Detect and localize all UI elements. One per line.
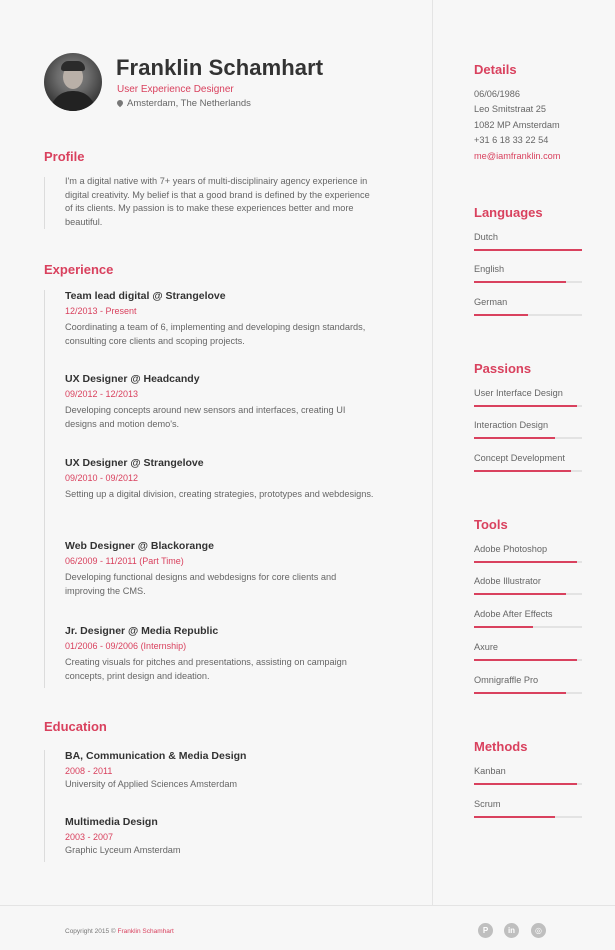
- experience-date: 12/2013 - Present: [65, 306, 137, 316]
- skill-label: Dutch: [474, 232, 499, 242]
- profile-heading: Profile: [44, 149, 85, 164]
- education-date: 2003 - 2007: [65, 832, 114, 842]
- skill-label: Concept Development: [474, 453, 565, 463]
- details-block: [474, 87, 560, 164]
- skill-bar-fill: [474, 405, 577, 407]
- birthdate: 06/06/1986: [474, 89, 520, 99]
- tool-skill: [474, 675, 582, 694]
- experience-role: UX Designer @ Strangelove: [65, 457, 204, 469]
- dribbble-icon[interactable]: ◎: [531, 923, 546, 938]
- experience-entry: [65, 373, 375, 431]
- skill-label: English: [474, 264, 505, 274]
- experience-desc: Developing functional designs and webdesigns for core clients and improving the CMS.: [65, 572, 337, 596]
- tools-heading: Tools: [474, 517, 508, 532]
- language-skill: [474, 232, 582, 251]
- education-school: Graphic Lyceum Amsterdam: [65, 845, 181, 855]
- tool-skill: [474, 609, 582, 628]
- experience-date: 09/2010 - 09/2012: [65, 473, 139, 483]
- tool-skill: [474, 544, 582, 563]
- skill-label: Scrum: [474, 799, 501, 809]
- skill-label: Interaction Design: [474, 420, 549, 430]
- footer-divider: [0, 905, 615, 906]
- skill-bar: [474, 470, 582, 472]
- experience-date: 06/2009 - 11/2011 (Part Time): [65, 556, 184, 566]
- skill-label: Adobe After Effects: [474, 609, 553, 619]
- phone-number: +31 6 18 33 22 54: [474, 135, 549, 146]
- experience-entry: [65, 625, 375, 683]
- skill-bar: [474, 626, 582, 628]
- skill-label: Axure: [474, 642, 499, 652]
- passion-skill: [474, 453, 582, 472]
- copyright: [65, 928, 174, 935]
- skill-bar: [474, 593, 582, 595]
- languages-heading: Languages: [474, 205, 543, 220]
- education-entry: [65, 816, 375, 855]
- passion-skill: [474, 420, 582, 439]
- language-skill: [474, 264, 582, 283]
- copyright-author-link[interactable]: Franklin Schamhart: [117, 928, 174, 935]
- map-pin-icon: [117, 100, 123, 108]
- education-date: 2008 - 2011: [65, 766, 113, 776]
- skill-bar: [474, 249, 582, 251]
- email-link[interactable]: me@iamfranklin.com: [474, 150, 561, 161]
- skill-bar-fill: [474, 314, 528, 316]
- skill-label: User Interface Design: [474, 388, 563, 398]
- skill-label: Omnigraffle Pro: [474, 675, 539, 685]
- skill-bar: [474, 314, 582, 316]
- location-text: Amsterdam, The Netherlands: [127, 98, 251, 109]
- details-heading: Details: [474, 62, 517, 77]
- experience-entry: [65, 540, 375, 598]
- skill-bar: [474, 692, 582, 694]
- profile-rail: [44, 177, 45, 229]
- experience-role: Jr. Designer @ Media Republic: [65, 625, 219, 637]
- education-degree: BA, Communication & Media Design: [65, 750, 247, 762]
- avatar-hair: [61, 61, 85, 71]
- skill-bar-fill: [474, 783, 577, 785]
- experience-desc: Setting up a digital division, creating strategies, prototypes and webdesigns.: [65, 489, 374, 499]
- skill-bar: [474, 816, 582, 818]
- skill-bar: [474, 561, 582, 563]
- avatar: [44, 53, 102, 111]
- avatar-shoulders: [50, 91, 96, 111]
- tool-skill: [474, 642, 582, 661]
- skill-bar-fill: [474, 692, 566, 694]
- skill-label: Adobe Illustrator: [474, 576, 541, 586]
- pinterest-icon[interactable]: P: [478, 923, 493, 938]
- linkedin-icon[interactable]: in: [504, 923, 519, 938]
- experience-role: Team lead digital @ Strangelove: [65, 290, 226, 302]
- skill-bar: [474, 783, 582, 785]
- passions-heading: Passions: [474, 361, 532, 376]
- experience-date: 01/2006 - 09/2006 (Internship): [65, 641, 187, 651]
- tool-skill: [474, 576, 582, 595]
- experience-role: Web Designer @ Blackorange: [65, 540, 214, 552]
- method-skill: [474, 766, 582, 785]
- skill-bar: [474, 437, 582, 439]
- experience-entry: [65, 457, 375, 502]
- location: [117, 98, 251, 109]
- skill-bar-fill: [474, 437, 555, 439]
- education-rail: [44, 750, 45, 862]
- skill-bar-fill: [474, 470, 571, 472]
- skill-bar-fill: [474, 659, 577, 661]
- skill-bar-fill: [474, 626, 533, 628]
- experience-date: 09/2012 - 12/2013: [65, 389, 139, 399]
- skill-bar-fill: [474, 816, 555, 818]
- methods-heading: Methods: [474, 739, 528, 754]
- education-school: University of Applied Sciences Amsterdam: [65, 779, 238, 789]
- skill-bar-fill: [474, 249, 582, 251]
- passion-skill: [474, 388, 582, 407]
- skill-label: German: [474, 297, 508, 307]
- column-divider: [432, 0, 433, 905]
- skill-bar-fill: [474, 561, 577, 563]
- skill-label: Kanban: [474, 766, 506, 776]
- education-entry: [65, 750, 375, 789]
- experience-desc: Developing concepts around new sensors and interfaces, creating UI designs and motion demo's.: [65, 405, 346, 429]
- skill-bar: [474, 281, 582, 283]
- job-title: User Experience Designer: [117, 84, 234, 95]
- skill-bar: [474, 405, 582, 407]
- skill-bar-fill: [474, 593, 566, 595]
- language-skill: [474, 297, 582, 316]
- street-address: Leo Smitstraat 25: [474, 104, 547, 115]
- education-heading: Education: [44, 719, 107, 734]
- skill-label: Adobe Photoshop: [474, 544, 548, 554]
- education-degree: Multimedia Design: [65, 816, 158, 828]
- experience-desc: Creating visuals for pitches and presentations, assisting on campaign concepts, print design and ideation.: [65, 657, 347, 681]
- skill-bar: [474, 659, 582, 661]
- person-name: Franklin Schamhart: [116, 55, 324, 80]
- experience-entry: [65, 290, 375, 348]
- method-skill: [474, 799, 582, 818]
- city-address: 1082 MP Amsterdam: [474, 119, 560, 130]
- experience-role: UX Designer @ Headcandy: [65, 373, 200, 385]
- skill-bar-fill: [474, 281, 566, 283]
- copyright-text: Copyright 2015 ©: [65, 928, 116, 935]
- experience-rail: [44, 290, 45, 688]
- profile-text: I'm a digital native with 7+ years of multi-disciplinairy agency experience in digital creativity. My belief is that a good brand is defined by the experience of its clients. My passion is to make these experiences better and more beautiful.: [65, 176, 370, 227]
- experience-heading: Experience: [44, 262, 114, 277]
- experience-desc: Coordinating a team of 6, implementing and developing design standards, consulting core clients and scoping projects.: [65, 322, 366, 346]
